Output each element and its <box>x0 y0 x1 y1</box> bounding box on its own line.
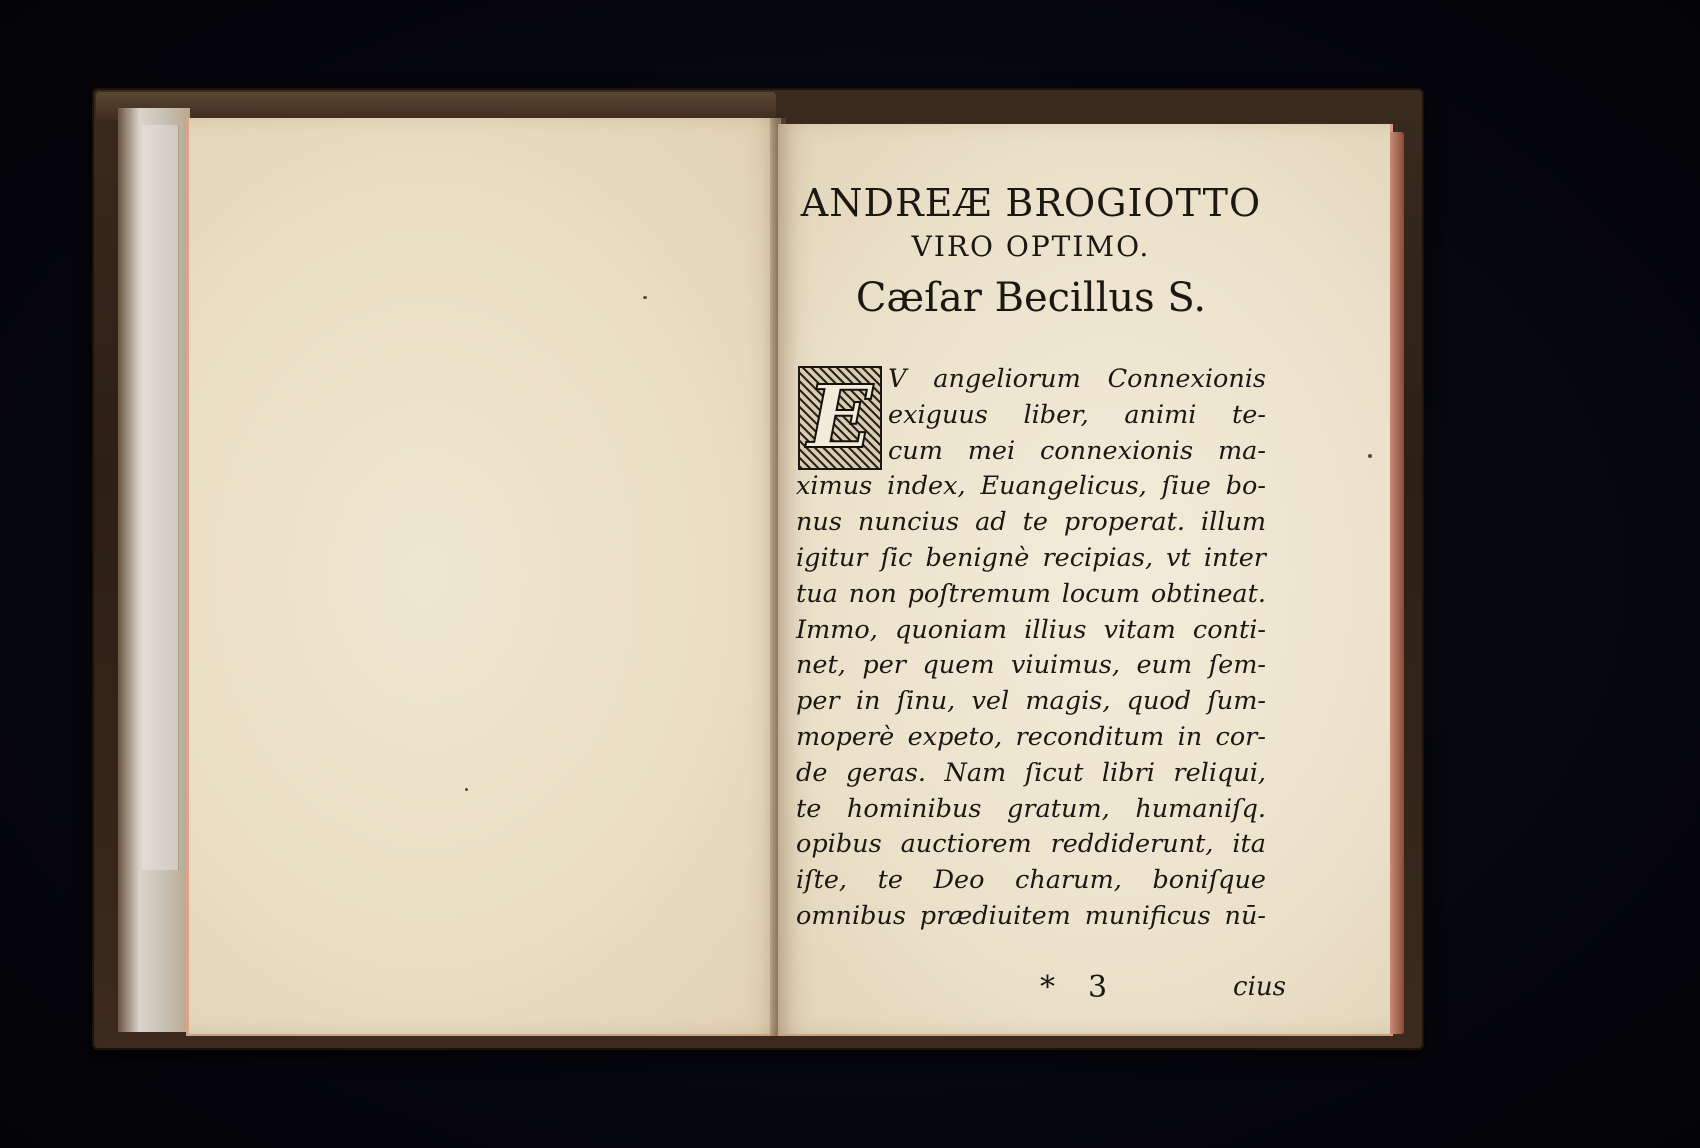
body-line: V angeliorum Connexionis <box>888 364 1266 394</box>
dedication-sender: Cæſar Becillus S. <box>855 275 1207 321</box>
body-line: iſte, te Deo charum, boniſque <box>796 865 1266 896</box>
page-edge-red <box>1390 132 1404 1034</box>
signature-mark: * <box>1040 970 1055 1005</box>
page-footer <box>1000 970 1286 1010</box>
body-line: Immo, quoniam illius vitam conti- <box>796 614 1266 645</box>
body-line: per in ſinu, vel magis, quod ſum- <box>796 686 1266 717</box>
body-line: de geras. Nam ſicut libri reliqui, <box>796 757 1266 788</box>
body-line: igitur ſic benignè recipias, vt inter <box>796 542 1266 573</box>
body-line: omnibus prædiuitem munificus nū- <box>796 900 1266 931</box>
body-line: tua non poſtremum locum obtineat. <box>796 578 1266 609</box>
catchword: cius <box>1233 972 1286 1002</box>
binding-top-edge <box>96 92 776 120</box>
body-line: exiguus liber, animi te- <box>888 399 1266 430</box>
body-line: cum mei connexionis ma- <box>888 435 1266 466</box>
dedication-heading-name: ANDREÆ BROGIOTTO <box>800 181 1262 225</box>
body-line: moperè expeto, reconditum in cor- <box>796 721 1266 752</box>
drop-cap-letter: E <box>807 367 873 468</box>
left-page-blank <box>186 118 781 1036</box>
body-line: net, per quem viuimus, eum ſem- <box>796 650 1266 681</box>
dedication-heading-title: VIRO OPTIMO. <box>911 230 1151 263</box>
paper-speck <box>643 296 647 299</box>
body-line: nus nuncius ad te properat. illum <box>796 507 1266 538</box>
signature-number: 3 <box>1088 970 1108 1005</box>
dedication-body <box>796 362 1266 935</box>
dedication-text-block <box>796 180 1266 931</box>
body-line: opibus auctiorem reddiderunt, ita <box>796 829 1266 860</box>
paper-speck <box>465 788 468 791</box>
body-line: te hominibus gratum, humaniſq. <box>796 793 1266 824</box>
paper-speck <box>1368 454 1372 458</box>
pastedown-strip <box>142 125 179 870</box>
ornamental-drop-cap <box>798 366 882 470</box>
body-line: ximus index, Euangelicus, ſiue bo- <box>796 471 1266 502</box>
